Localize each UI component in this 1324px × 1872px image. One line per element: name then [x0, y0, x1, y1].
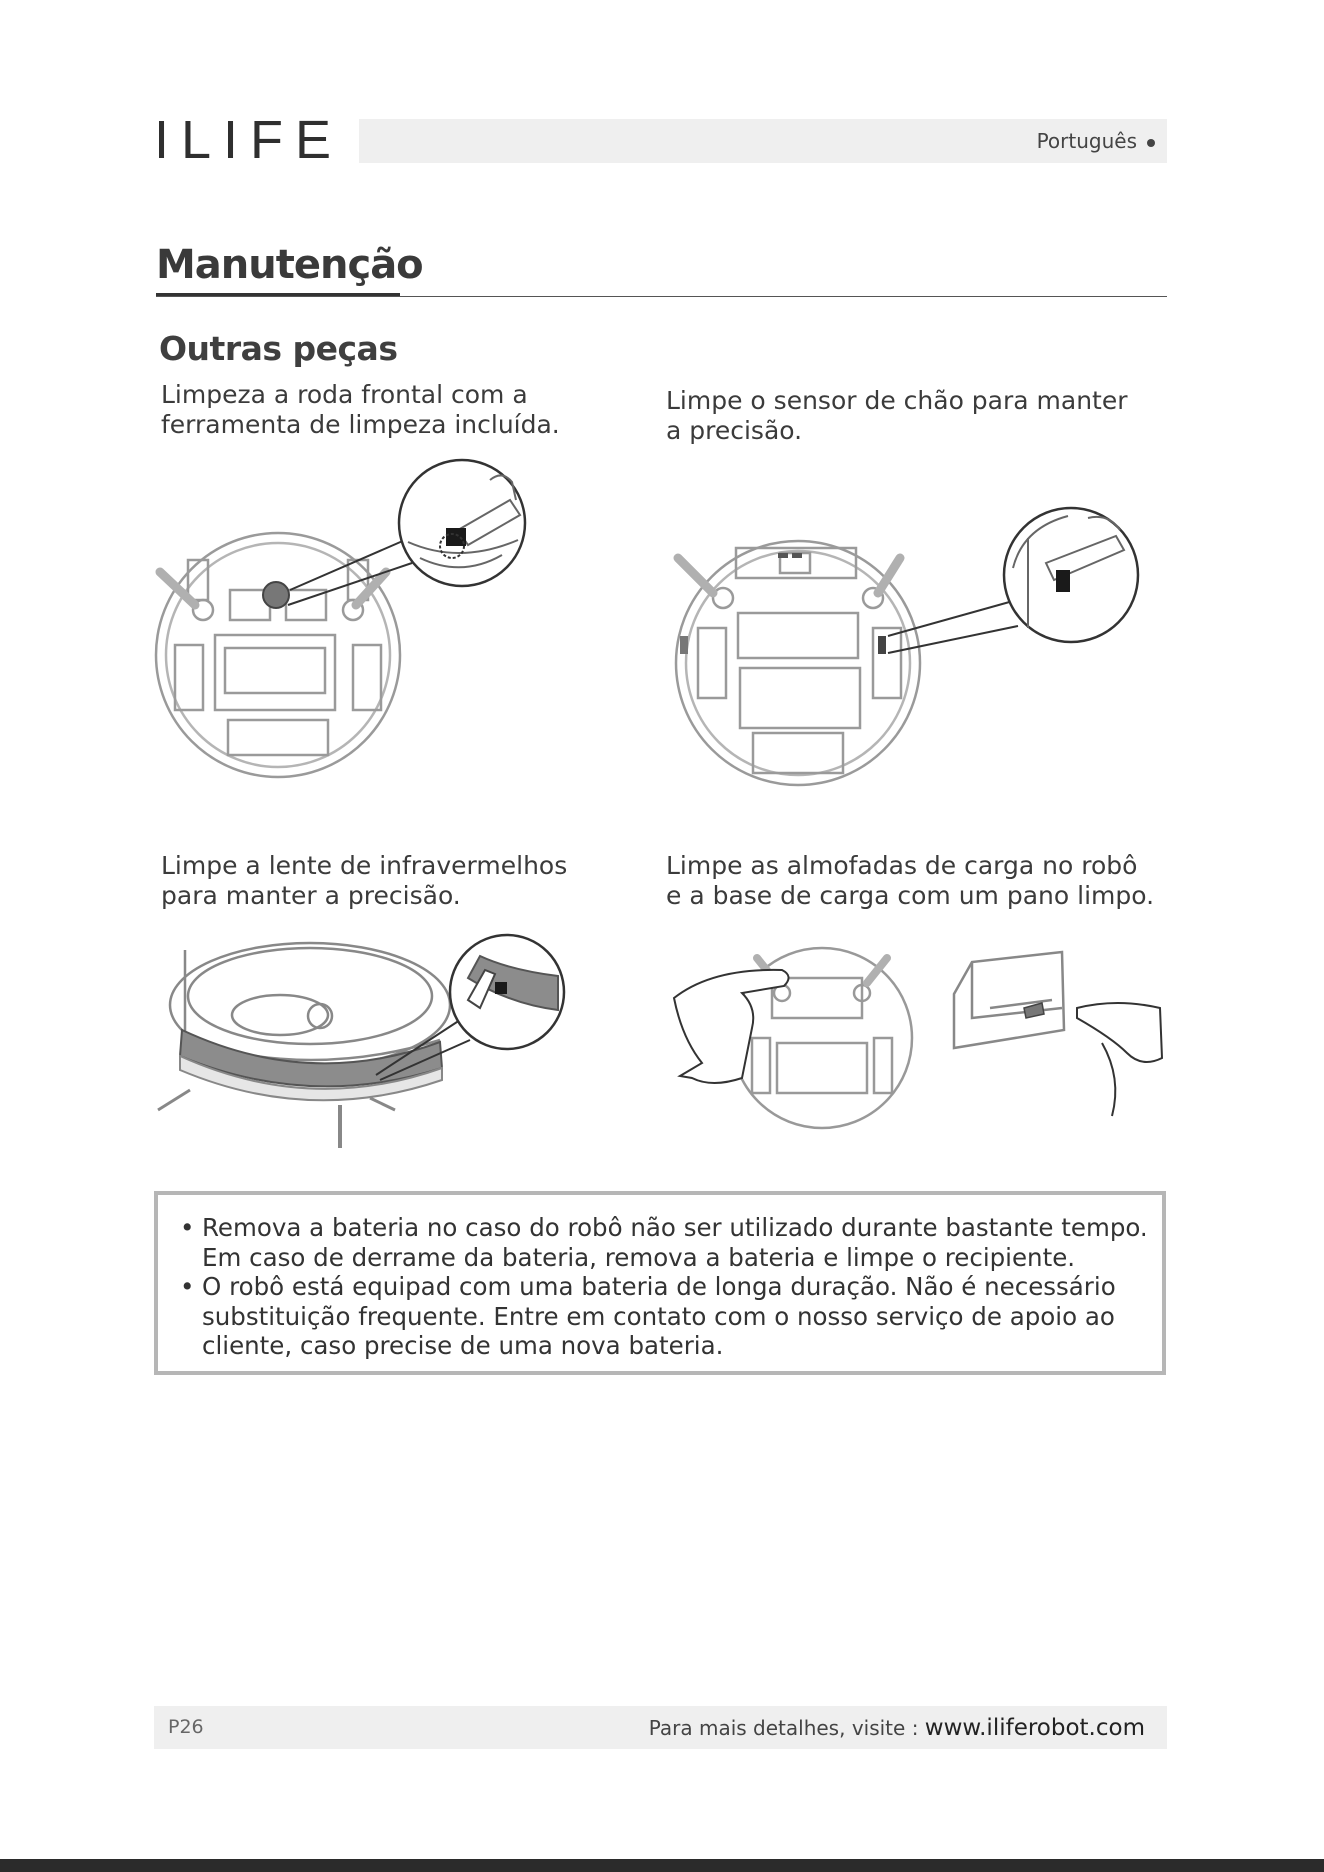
page-number: P26	[168, 1716, 204, 1738]
footer-details-label: Para mais detalhes, visite :	[648, 1716, 919, 1740]
sub-title: Outras peças	[159, 329, 398, 368]
language-bar	[359, 119, 1167, 163]
floor-sensor-illustration	[668, 508, 1148, 788]
bottom-border	[0, 1859, 1324, 1872]
charging-pads-illustration	[672, 948, 1167, 1126]
footer-details	[649, 1715, 1145, 1741]
website-link[interactable]: www.iliferobot.com	[924, 1715, 1145, 1741]
front-wheel-illustration	[150, 460, 540, 800]
language-label: Português	[1037, 129, 1155, 153]
note-item: • Remova a bateria no caso do robô não ser utilizado durante bastante tempo. Em caso de derrame da bateria, remova a bateria e limpe o recipiente.	[180, 1213, 1162, 1272]
caption-front-wheel: Limpeza a roda frontal com a ferramenta de limpeza incluída.	[161, 380, 560, 439]
bullet-icon	[1147, 139, 1155, 147]
title-rule	[156, 296, 1167, 297]
caption-charging-pads: Limpe as almofadas de carga no robô e a base de carga com um pano limpo.	[666, 851, 1155, 910]
section-title: Manutenção	[156, 242, 423, 288]
ir-lens-illustration	[150, 930, 570, 1150]
caption-ir-lens: Limpe a lente de infravermelhos para manter a precisão.	[161, 851, 568, 910]
caption-floor-sensor: Limpe o sensor de chão para manter a precisão.	[666, 386, 1128, 445]
ilife-logo: ILIFE	[154, 110, 344, 170]
note-item: • O robô está equipad com uma bateria de longa duração. Não é necessário substituição frequente. Entre em contato com o nosso serviço de apoio ao cliente, caso precise de uma nova bateria.	[180, 1272, 1162, 1361]
footer-bar	[154, 1706, 1167, 1749]
battery-notes-box	[154, 1191, 1166, 1375]
